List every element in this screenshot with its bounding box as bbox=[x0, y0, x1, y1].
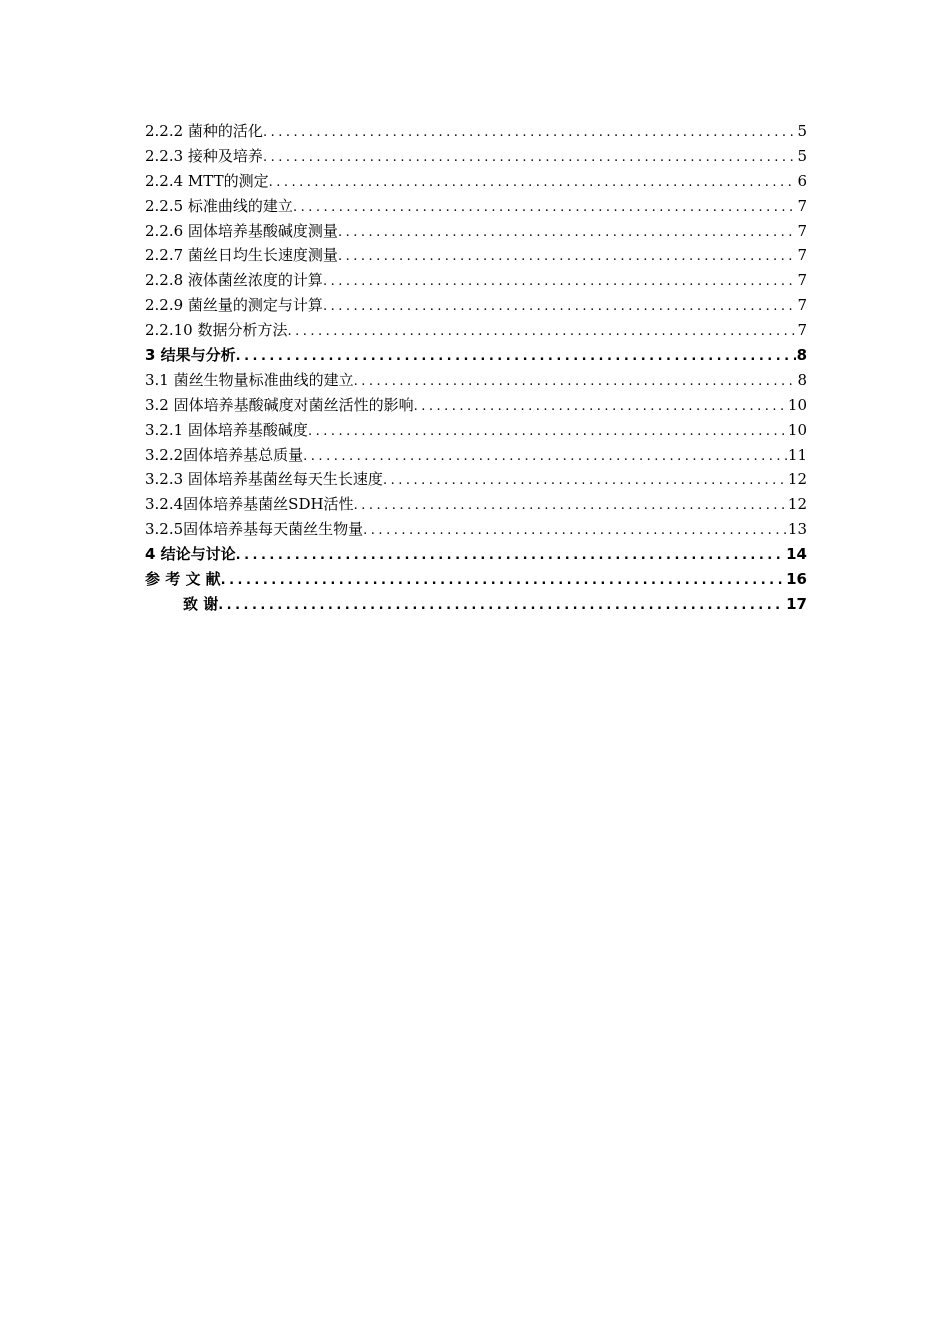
toc-dot-leader bbox=[363, 519, 787, 544]
toc-entry-page: 7 bbox=[797, 196, 807, 215]
toc-entry-page: 7 bbox=[797, 271, 807, 290]
toc-dot-leader bbox=[269, 171, 797, 196]
toc-entry[interactable] bbox=[145, 268, 807, 293]
toc-entry-title: 3.2.5固体培养基每天菌丝生物量 bbox=[145, 520, 364, 539]
toc-entry-title: 2.2.2 菌种的活化 bbox=[145, 122, 263, 140]
toc-entry-title: 3.2.2固体培养基总质量 bbox=[145, 445, 304, 464]
toc-dot-leader bbox=[354, 494, 787, 519]
toc-entry-page: 17 bbox=[786, 594, 807, 613]
toc-entry[interactable] bbox=[145, 318, 807, 343]
toc-chapter-entry[interactable] bbox=[145, 567, 807, 592]
toc-entry-title: 4 结论与讨论 bbox=[145, 545, 236, 564]
toc-dot-leader bbox=[303, 445, 787, 470]
toc-dot-leader bbox=[338, 221, 797, 246]
toc-entry[interactable] bbox=[145, 517, 807, 542]
toc-entry-page: 7 bbox=[797, 321, 807, 340]
toc-entry-page: 6 bbox=[797, 171, 807, 190]
toc-dot-leader bbox=[323, 270, 797, 295]
toc-entry[interactable] bbox=[145, 144, 807, 169]
toc-chapter-entry[interactable] bbox=[145, 343, 807, 368]
toc-dot-leader bbox=[293, 196, 797, 221]
toc-entry[interactable] bbox=[145, 368, 807, 393]
toc-entry-page: 8 bbox=[797, 370, 807, 389]
toc-entry-page: 7 bbox=[797, 296, 807, 315]
toc-dot-leader bbox=[221, 569, 785, 594]
toc-dot-leader bbox=[354, 370, 797, 395]
toc-entry[interactable] bbox=[145, 243, 807, 268]
toc-entry-page: 5 bbox=[797, 122, 807, 140]
toc-entry-title: 3.2.1 固体培养基酸碱度 bbox=[145, 420, 308, 439]
toc-entry-title: 3.2 固体培养基酸碱度对菌丝活性的影响 bbox=[145, 395, 414, 414]
toc-dot-leader bbox=[236, 345, 796, 370]
toc-entry-title: 2.2.10 数据分析方法 bbox=[145, 321, 288, 340]
toc-entry-page: 5 bbox=[797, 146, 807, 165]
toc-entry-title: 3.2.4固体培养基菌丝SDH活性 bbox=[145, 495, 354, 514]
toc-dot-leader bbox=[414, 395, 787, 420]
toc-dot-leader bbox=[287, 320, 796, 345]
toc-entry[interactable] bbox=[145, 443, 807, 468]
toc-entry[interactable] bbox=[145, 418, 807, 443]
toc-entry-title: 2.2.3 接种及培养 bbox=[145, 146, 263, 165]
toc-entry-title: 2.2.4 MTT的测定 bbox=[145, 171, 269, 190]
toc-dot-leader bbox=[218, 594, 785, 619]
toc-entry-title: 2.2.6 固体培养基酸碱度测量 bbox=[145, 221, 338, 240]
toc-chapter-entry[interactable] bbox=[145, 542, 807, 567]
toc-entry-page: 13 bbox=[787, 520, 807, 539]
toc-entry-title: 致 谢 bbox=[183, 594, 219, 613]
toc-entry[interactable] bbox=[145, 492, 807, 517]
toc-chapter-entry[interactable] bbox=[145, 592, 807, 617]
toc-entry[interactable] bbox=[145, 169, 807, 194]
toc-dot-leader bbox=[308, 420, 787, 445]
toc-dot-leader bbox=[263, 121, 797, 146]
toc-entry-page: 12 bbox=[787, 495, 807, 514]
toc-entry-title: 3.1 菌丝生物量标准曲线的建立 bbox=[145, 370, 354, 389]
toc-entry[interactable] bbox=[145, 467, 807, 492]
toc-entry-title: 2.2.5 标准曲线的建立 bbox=[145, 196, 293, 215]
toc-entry[interactable] bbox=[145, 119, 807, 144]
toc-entry-page: 10 bbox=[787, 420, 807, 439]
toc-dot-leader bbox=[263, 146, 797, 171]
toc-entry-page: 12 bbox=[787, 470, 807, 489]
toc-entry-page: 14 bbox=[786, 545, 807, 564]
toc-entry-page: 11 bbox=[787, 445, 807, 464]
toc-entry-title: 2.2.9 菌丝量的测定与计算 bbox=[145, 296, 323, 315]
toc-entry-title: 3 结果与分析 bbox=[145, 346, 236, 365]
toc-entry-title: 2.2.8 液体菌丝浓度的计算 bbox=[145, 271, 323, 290]
toc-entry[interactable] bbox=[145, 293, 807, 318]
toc-dot-leader bbox=[236, 544, 785, 569]
toc-dot-leader bbox=[383, 469, 787, 494]
toc-entry-page: 7 bbox=[797, 221, 807, 240]
toc-dot-leader bbox=[338, 245, 797, 270]
toc-entry-page: 16 bbox=[786, 570, 807, 589]
toc-entry[interactable] bbox=[145, 393, 807, 418]
toc-entry-page: 7 bbox=[797, 246, 807, 265]
toc-entry-title: 参 考 文 献 bbox=[145, 570, 221, 589]
table-of-contents bbox=[145, 119, 807, 617]
toc-entry-title: 2.2.7 菌丝日均生长速度测量 bbox=[145, 246, 338, 265]
toc-entry-page: 10 bbox=[787, 395, 807, 414]
toc-dot-leader bbox=[323, 295, 797, 320]
toc-entry[interactable] bbox=[145, 194, 807, 219]
toc-entry[interactable] bbox=[145, 219, 807, 244]
toc-entry-title: 3.2.3 固体培养基菌丝每天生长速度 bbox=[145, 470, 383, 489]
toc-entry-page: 8 bbox=[796, 346, 807, 365]
